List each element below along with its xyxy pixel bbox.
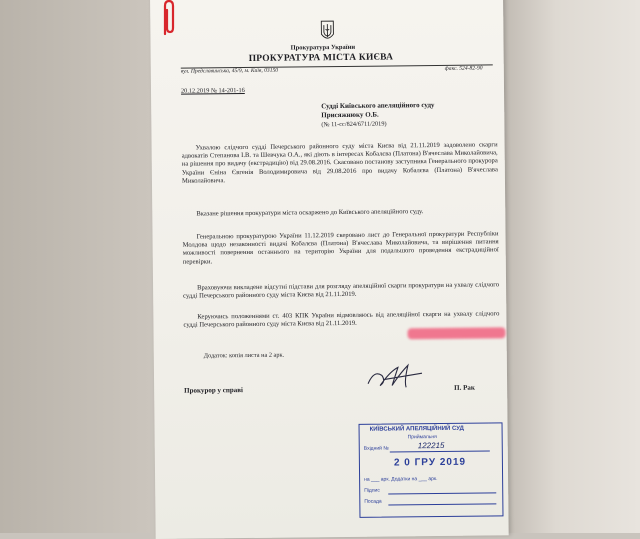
addressee-court: Судді Київського апеляційного суду (321, 101, 435, 111)
signer-name: П. Рак (454, 383, 475, 392)
handwritten-signature (364, 361, 426, 392)
stamp-office: Приймальня (407, 434, 437, 441)
stamp-reg-value: 122215 (417, 440, 445, 451)
stamp-line-2 (388, 492, 496, 494)
stamp-reg-label: Вхідний № (363, 445, 389, 452)
paragraph-1: Ухвалою слідчого судді Печерського районного суду міста Києва від 21.11.2019 задоволено скарги адвокатів Степанова І.В. та Шевчука О.А., які діють в інтересах Кобалєва (Платона) В'ячеслава Миколайовича, на рішення про видачу (екстрадицію) від 29.08.2016. Скасовано постанову заступника Генерального прокурора України Єніна Євгенія Володимировича від 29.08.2016 про видачу Кобалєва (Платона) В'ячеслава Миколайовича. (181, 141, 498, 185)
attachment-note: Додаток: копія листа на 2 арк. (203, 351, 285, 360)
paragraph-4: Враховуючи викладене відсутні підстави для розгляду апеляційної скарги прокуратури на ухвалу слідчого судді Печерського районного суду міста Києва від 21.11.2019. (183, 281, 500, 300)
stamp-line (390, 450, 490, 452)
stamp-line-3 (388, 503, 496, 505)
fax-line: факс. 524-82-90 (444, 65, 483, 72)
org-small: Прокуратура України (290, 43, 356, 52)
signer-position: Прокурор у справі (184, 386, 244, 395)
address-line: вул. Предславинська, 45/9, м. Київ, 03150 (180, 67, 279, 75)
case-number: (№ 11-сс/824/6711/2019) (321, 120, 387, 129)
stamp-date: 2 0 ГРУ 2019 (393, 456, 467, 469)
paragraph-2: Вказане рішення прокуратури міста оскаржено до Київського апеляційного суду. (196, 208, 424, 218)
addressee-judge: Присяжнюку О.Б. (321, 110, 379, 120)
redaction-mark (408, 327, 506, 339)
org-large: ПРОКУРАТУРА МІСТА КИЄВА (248, 52, 394, 64)
paragraph-3: Генеральною прокуратурою України 11.12.2019 скеровано лист до Генеральної прокуратури Республіки Молдова щодо незаконності видачі Кобалєва (Платона) В'ячеслава Миколайовича, та вирішення питання можливості повернення останнього на територію України для подальшого проведення екстрадиційної перевірки. (182, 230, 499, 266)
stamp-sheets-row: на ___ арк. Додатки на ___ арк. (364, 476, 438, 483)
paperclip-icon (158, 0, 180, 36)
stamp-court: КИЇВСЬКИЙ АПЕЛЯЦІЙНИЙ СУД (369, 425, 464, 433)
letter-sheet (150, 0, 509, 539)
trident-emblem-icon (320, 20, 334, 42)
stamp-signature-row: Підпис (364, 487, 380, 494)
desk-right (500, 0, 640, 533)
court-intake-stamp (359, 422, 504, 518)
stamp-position-row: Посада (364, 498, 382, 505)
outgoing-ref: 20.12.2019 № 14-201-16 (180, 87, 245, 95)
desk-left (0, 0, 150, 533)
paragraph-5: Керуючись положеннями ст. 403 КПК України відмовляюсь від апеляційної скарги на ухвалу слідчого судді Печерського районного суду міста Києва від 21.11.2019. (183, 310, 500, 329)
